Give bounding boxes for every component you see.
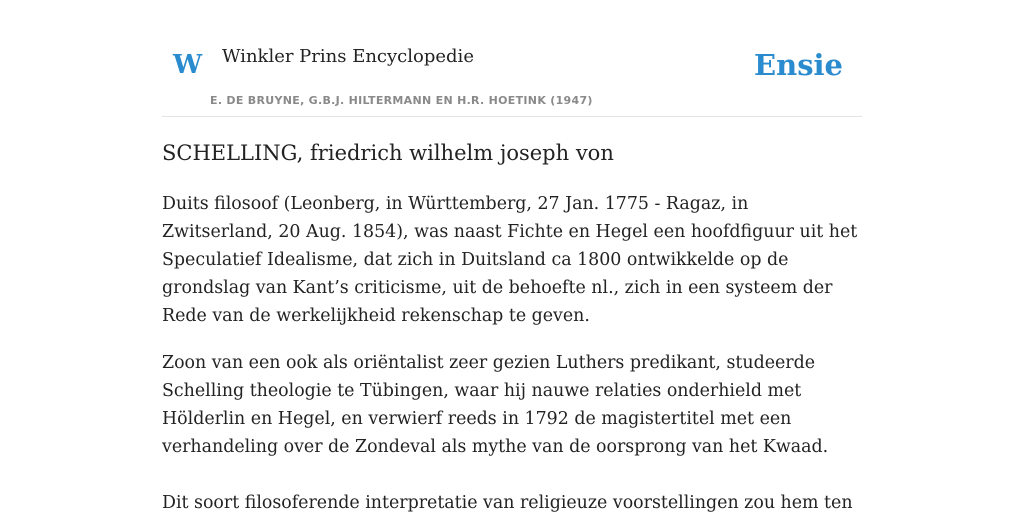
source-authors: E. DE BRUYNE, G.B.J. HILTERMANN EN H.R. HOETINK (1947)	[210, 94, 593, 107]
article-title: SCHELLING, friedrich wilhelm joseph von	[162, 141, 614, 165]
source-header	[162, 0, 862, 117]
article-paragraph: Zoon van een ook als oriëntalist zeer gezien Luthers predikant, studeerde Schelling theologie te Tübingen, waar hij nauwe relaties onderhield met Hölderlin en Hegel, en verwierf reeds in 1792 de magistertitel met een verhandeling over de Zondeval als mythe van de oorsprong van het Kwaad.	[162, 353, 829, 458]
ensie-logo-link[interactable]: Ensie	[754, 48, 843, 82]
source-title[interactable]: Winkler Prins Encyclopedie	[222, 46, 474, 67]
winkler-prins-logo[interactable]: W	[173, 50, 203, 80]
article	[162, 138, 862, 512]
article-paragraph: Dit soort filosoferende interpretatie van religieuze voorstellingen zou hem ten	[162, 493, 853, 512]
article-paragraph: Duits filosoof (Leonberg, in Württemberg, 27 Jan. 1775 - Ragaz, in Zwitserland, 20 Aug. 1854), was naast Fichte en Hegel een hoofdfiguur uit het Speculatief Idealisme, dat zich in Duitsland ca 1800 ontwikkelde op de grondslag van Kant’s criticisme, uit de behoefte nl., zich in een systeem der Rede van de werkelijkheid rekenschap te geven.	[162, 194, 858, 327]
